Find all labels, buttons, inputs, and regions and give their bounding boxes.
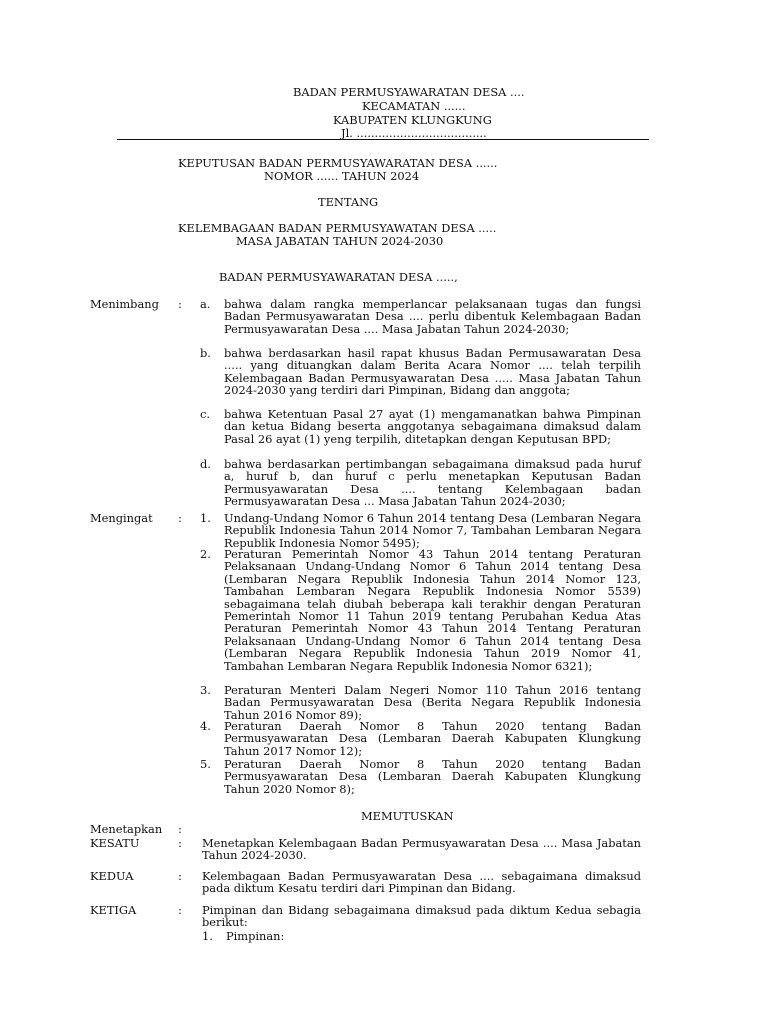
mengingat-label: Mengingat bbox=[90, 511, 153, 525]
menimbang-item-text: bahwa berdasarkan pertimbangan sebagaimana dimaksud pada huruf a, huruf b, dan huruf c perlu menetapkan Keputusan Badan Permusyawaratan Desa .... tentang Kelembagaan badan Permusyawaratan Desa ... Masa Jabatan Tahun 2024-2030; bbox=[224, 457, 641, 509]
tentang-heading: TENTANG bbox=[318, 195, 379, 209]
kedua-colon: : bbox=[178, 869, 182, 883]
mengingat-item-text: Peraturan Pemerintah Nomor 43 Tahun 2014 tentang Peraturan Pelaksanaan Undang-Undang Nomor 6 Tahun 2014 tentang Desa (Lembaran Negara Republik Indonesia Tahun 2014 Nomor 123, Tambahan Lembaran Negara Republik Indonesia Nomor 5539) sebagaimana telah diubah beberapa kali terakhir dengan Peraturan Pemerintah Nomor 11 Tahun 2019 tentang Perubahan Kedua Atas Peraturan Pemerintah Nomor 43 Tahun 2014 Tentang Peraturan Pelaksanaan Undang-Undang Nomor 6 Tahun 2014 tentang Desa (Lembaran Negara Republik Indonesia Tahun 2019 Nomor 41, Tambahan Lembaran Negara Republik Indonesia Nomor 6321); bbox=[224, 547, 641, 673]
menimbang-label: Menimbang bbox=[90, 297, 159, 311]
kedua-text: Kelembagaan Badan Permusyawaratan Desa .... sebagaimana dimaksud pada diktum Kesatu terdiri dari Pimpinan dan Bidang. bbox=[202, 869, 641, 896]
letterhead-line-1: BADAN PERMUSYAWARATAN DESA .... bbox=[293, 85, 525, 99]
mengingat-item-num: 1. bbox=[200, 511, 211, 525]
letterhead-divider bbox=[117, 139, 649, 140]
menimbang-item-num: a. bbox=[200, 297, 211, 311]
decree-title: KEPUTUSAN BADAN PERMUSYAWARATAN DESA ...... bbox=[178, 156, 498, 170]
mengingat-item-text: Peraturan Menteri Dalam Negeri Nomor 110 Tahun 2016 tentang Badan Permusyawaratan Desa (Berita Negara Republik Indonesia Tahun 2016 Nomor 89); bbox=[224, 683, 641, 722]
decree-subject-line-2: MASA JABATAN TAHUN 2024-2030 bbox=[236, 234, 444, 248]
mengingat-item-text: Peraturan Daerah Nomor 8 Tahun 2020 tentang Badan Permusyawaratan Desa (Lembaran Daerah Kabupaten Klungkung Tahun 2020 Nomor 8); bbox=[224, 757, 641, 796]
mengingat-colon: : bbox=[178, 511, 182, 525]
kesatu-label: KESATU bbox=[90, 836, 140, 850]
kedua-label: KEDUA bbox=[90, 869, 134, 883]
mengingat-item-num: 4. bbox=[200, 719, 211, 733]
menimbang-item-num: c. bbox=[200, 407, 211, 421]
letterhead-address: Jl. .................................... bbox=[341, 126, 487, 140]
mengingat-item-text: Peraturan Daerah Nomor 8 Tahun 2020 tentang Badan Permusyawaratan Desa (Lembaran Daerah Kabupaten Klungkung Tahun 2017 Nomor 12); bbox=[224, 719, 641, 758]
menetapkan-colon: : bbox=[178, 822, 182, 836]
kesatu-colon: : bbox=[178, 836, 182, 850]
mengingat-item-text: Undang-Undang Nomor 6 Tahun 2014 tentang Desa (Lembaran Negara Republik Indonesia Tahun 2014 Nomor 7, Tambahan Lembaran Negara Republik Indonesia Nomor 5495); bbox=[224, 511, 641, 550]
memutuskan-heading: MEMUTUSKAN bbox=[361, 809, 454, 823]
menetapkan-label: Menetapkan bbox=[90, 822, 163, 836]
letterhead-line-3: KABUPATEN KLUNGKUNG bbox=[333, 113, 492, 127]
menimbang-item-num: b. bbox=[200, 346, 211, 360]
menimbang-colon: : bbox=[178, 297, 182, 311]
kesatu-text: Menetapkan Kelembagaan Badan Permusyawaratan Desa .... Masa Jabatan Tahun 2024-2030. bbox=[202, 836, 641, 863]
menimbang-item-num: d. bbox=[200, 457, 211, 471]
ketiga-text: Pimpinan dan Bidang sebagaimana dimaksud pada diktum Kedua sebagia berikut: bbox=[202, 903, 641, 930]
ketiga-item-text: Pimpinan: bbox=[226, 929, 285, 943]
menimbang-item-text: bahwa Ketentuan Pasal 27 ayat (1) mengamanatkan bahwa Pimpinan dan ketua Bidang beserta anggotanya sebagaimana dimaksud dalam Pasal 26 ayat (1) yeng terpilih, ditetapkan dengan Keputusan BPD; bbox=[224, 407, 641, 446]
decree-subject-line-1: KELEMBAGAAN BADAN PERMUSYAWATAN DESA ..... bbox=[178, 221, 497, 235]
menimbang-item-text: bahwa dalam rangka memperlancar pelaksanaan tugas dan fungsi Badan Permusyawaratan Desa .... perlu dibentuk Kelembagaan Badan Permusyawaratan Desa .... Masa Jabatan Tahun 2024-2030; bbox=[224, 297, 641, 336]
mengingat-item-num: 2. bbox=[200, 547, 211, 561]
ketiga-colon: : bbox=[178, 903, 182, 917]
ketiga-item-num: 1. bbox=[202, 929, 213, 943]
mengingat-item-num: 3. bbox=[200, 683, 211, 697]
issuing-body: BADAN PERMUSYAWARATAN DESA ....., bbox=[219, 270, 458, 284]
menimbang-item-text: bahwa berdasarkan hasil rapat khusus Badan Permusawaratan Desa ..... yang dituangkan dalam Berita Acara Nomor .... telah terpilih Kelembagaan Badan Permusyawaratan Desa ..... Masa Jabatan Tahun 2024-2030 yang terdiri dari Pimpinan, Bidang dan anggota; bbox=[224, 346, 641, 398]
decree-number: NOMOR ...... TAHUN 2024 bbox=[264, 169, 420, 183]
mengingat-item-num: 5. bbox=[200, 757, 211, 771]
letterhead-line-2: KECAMATAN ...... bbox=[362, 99, 466, 113]
ketiga-label: KETIGA bbox=[90, 903, 137, 917]
